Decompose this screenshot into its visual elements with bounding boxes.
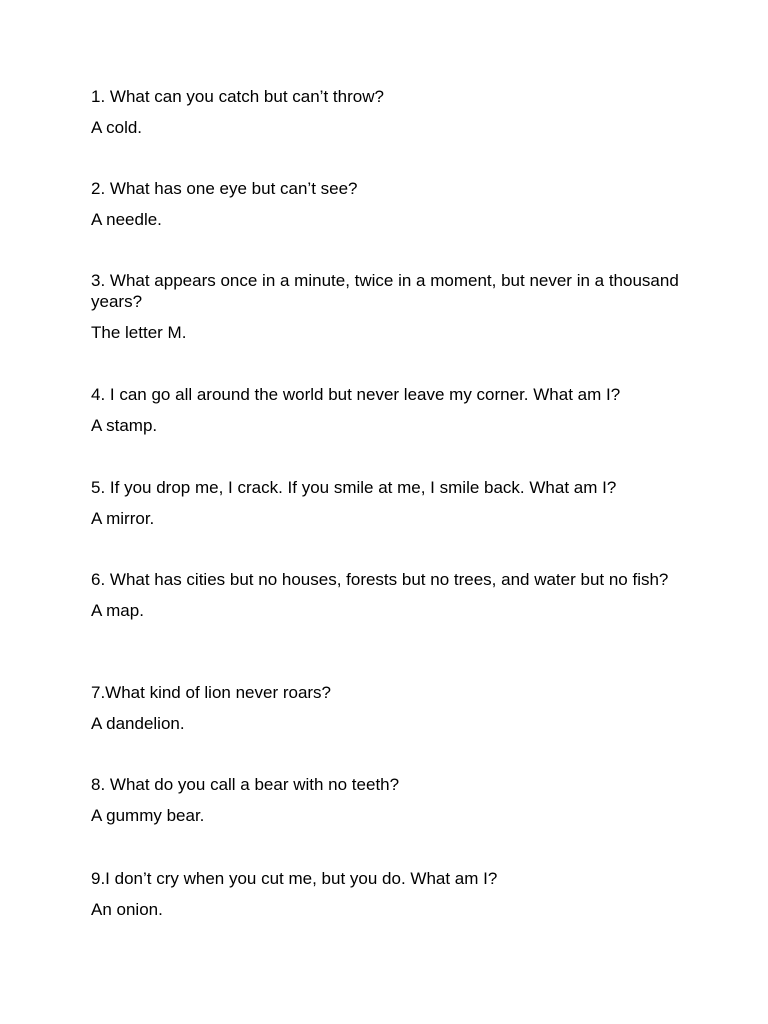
riddle-item-9 (91, 868, 681, 920)
riddle-answer: A needle. (91, 210, 162, 229)
riddle-answer: The letter M. (91, 323, 187, 342)
riddle-question: 9.I don’t cry when you cut me, but you do. What am I? (91, 869, 498, 888)
riddle-item-4 (91, 384, 681, 436)
riddle-question: 3. What appears once in a minute, twice in a moment, but never in a thousand years? (91, 271, 679, 311)
riddle-answer: An onion. (91, 900, 163, 919)
riddle-answer: A map. (91, 601, 144, 620)
riddle-question: 6. What has cities but no houses, forests but no trees, and water but no fish? (91, 570, 669, 589)
riddle-answer: A stamp. (91, 416, 158, 435)
riddle-item-2 (91, 178, 681, 230)
riddle-question: 1. What can you catch but can’t throw? (91, 87, 384, 106)
riddle-item-8 (91, 774, 681, 826)
riddle-question: 4. I can go all around the world but never leave my corner. What am I? (91, 385, 621, 404)
riddle-question: 5. If you drop me, I crack. If you smile at me, I smile back. What am I? (91, 478, 617, 497)
riddle-item-5 (91, 477, 681, 529)
riddle-question: 7.What kind of lion never roars? (91, 683, 332, 702)
riddle-answer: A mirror. (91, 509, 155, 528)
riddle-item-1 (91, 86, 681, 138)
riddle-item-3 (91, 270, 681, 343)
riddle-answer: A cold. (91, 118, 143, 137)
riddle-question: 2. What has one eye but can’t see? (91, 179, 358, 198)
riddle-item-6 (91, 569, 681, 621)
riddle-item-7 (91, 682, 681, 734)
riddle-answer: A dandelion. (91, 714, 185, 733)
riddle-question: 8. What do you call a bear with no teeth? (91, 775, 400, 794)
riddle-answer: A gummy bear. (91, 806, 205, 825)
